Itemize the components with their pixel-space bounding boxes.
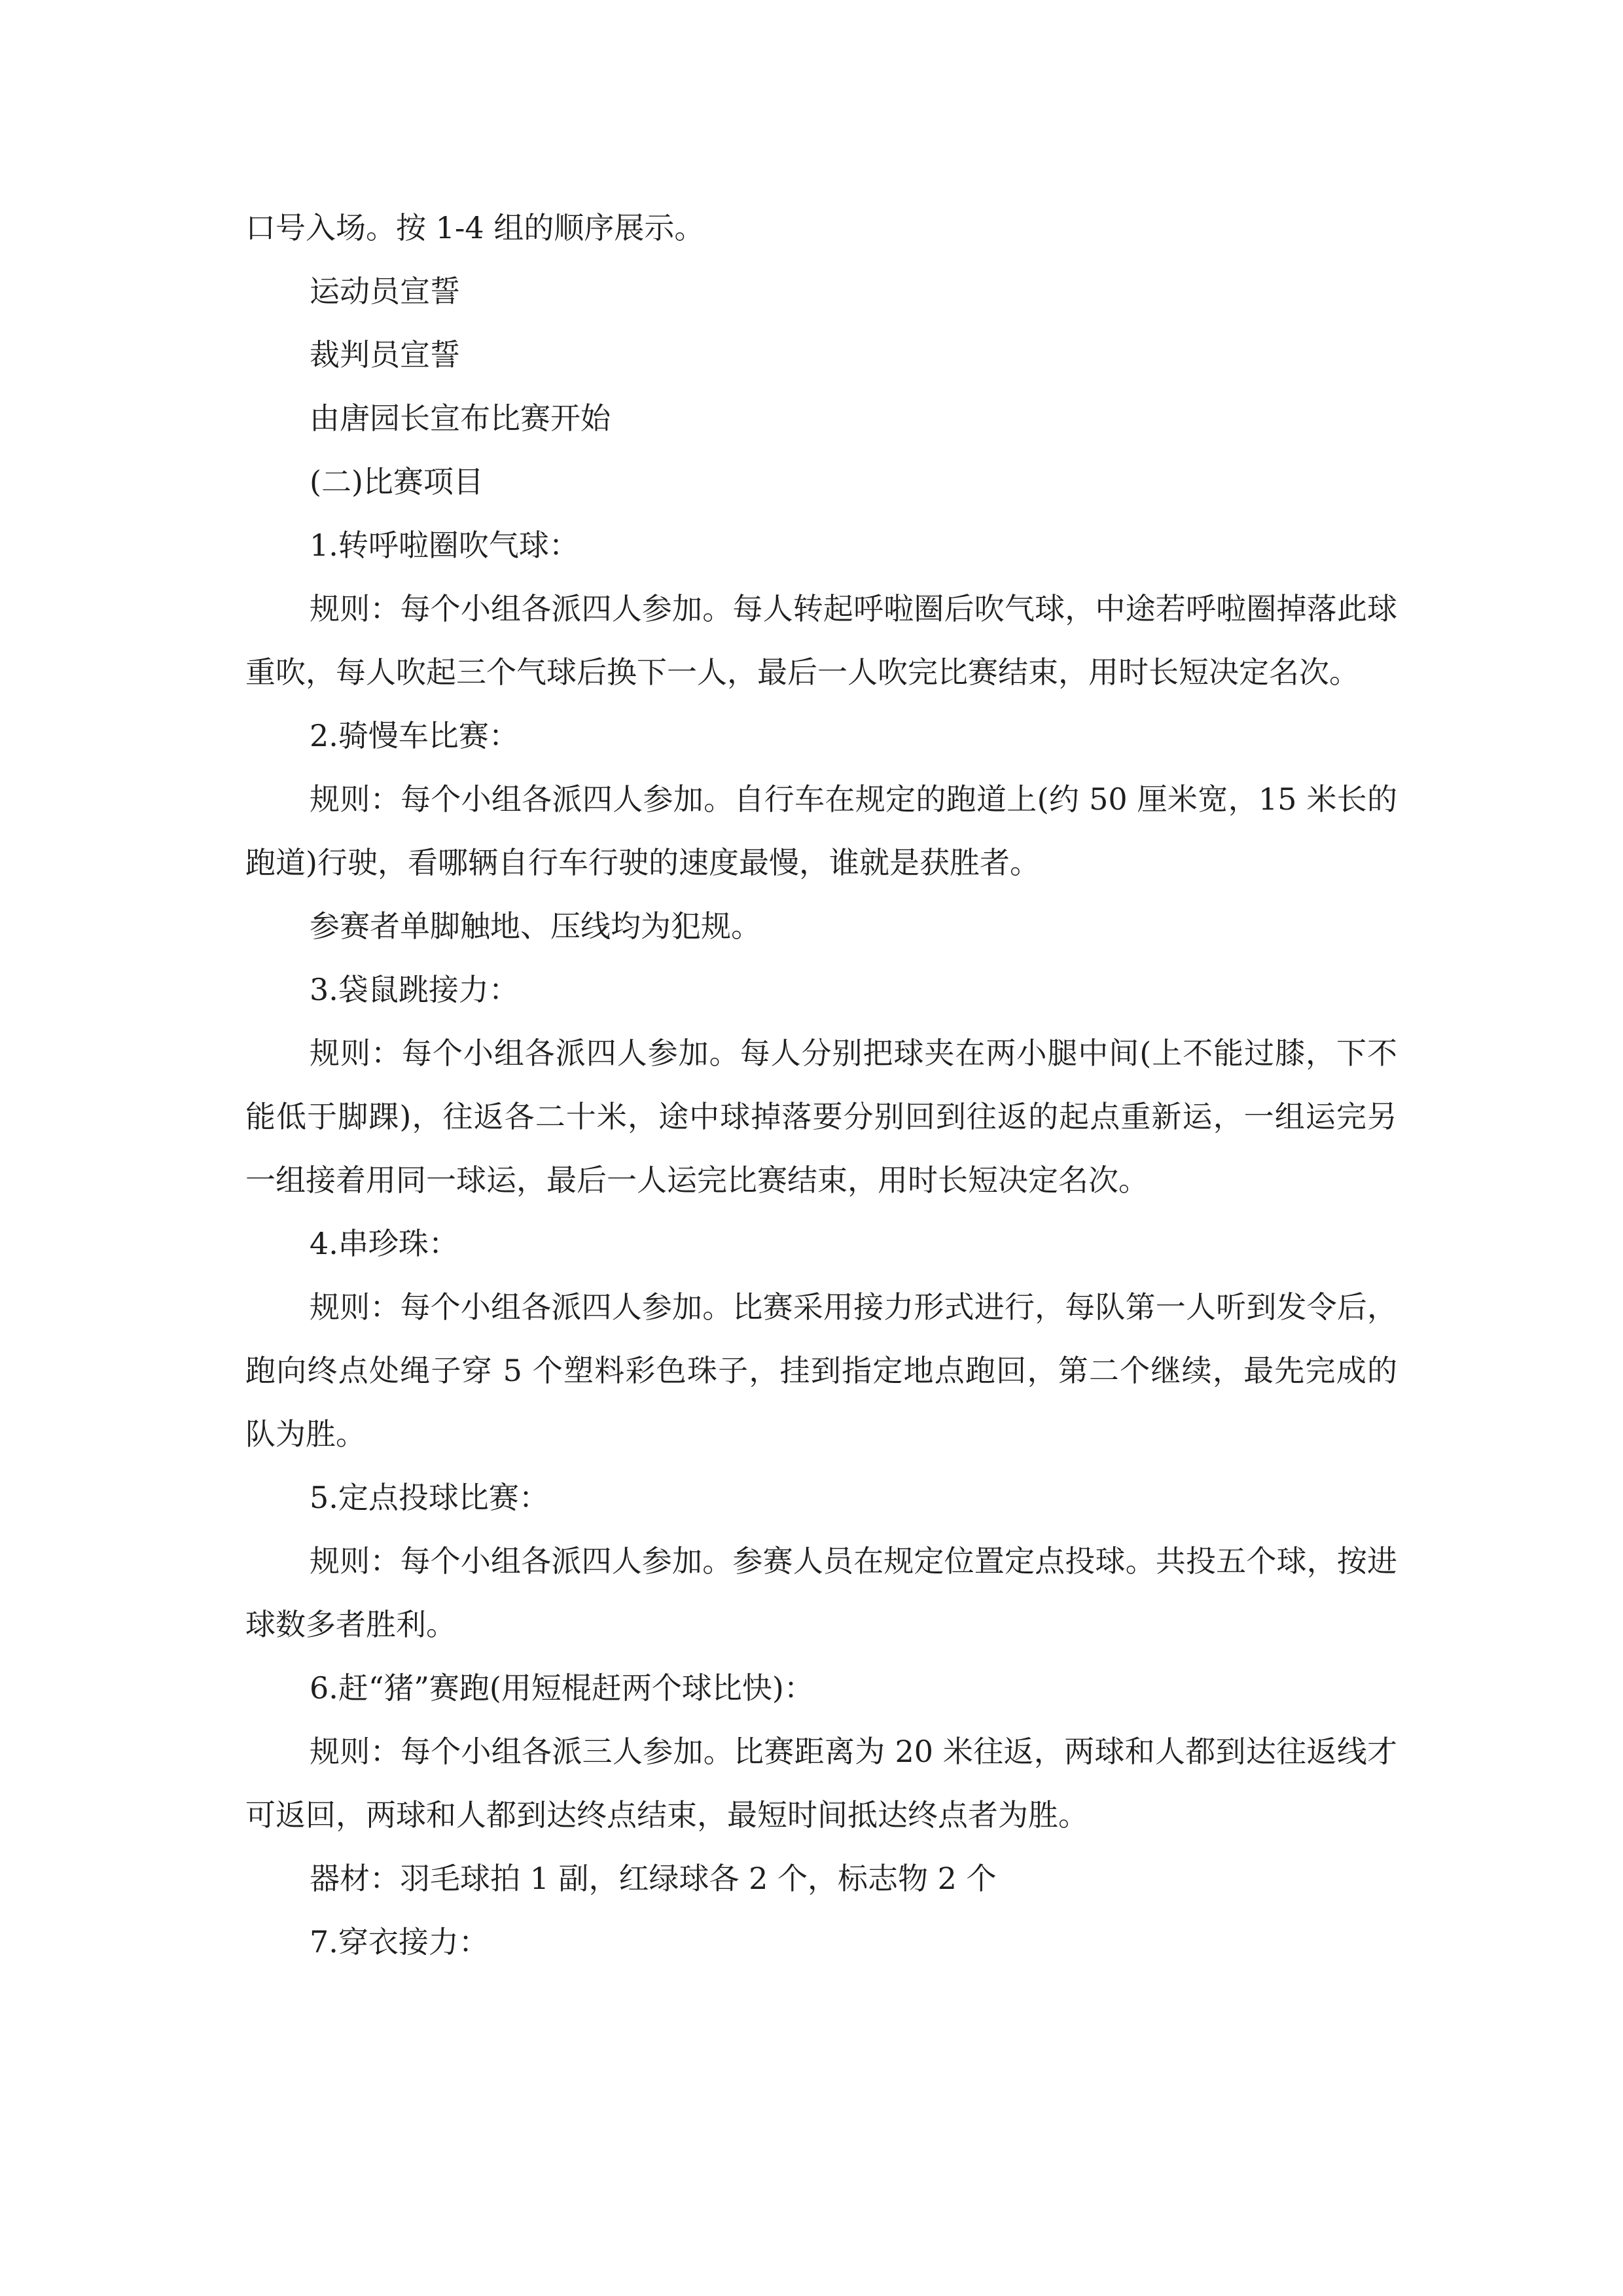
event-6-equipment: 器材：羽毛球拍 1 副，红绿球各 2 个，标志物 2 个 xyxy=(310,1861,997,1896)
event-2-foul: 参赛者单脚触地、压线均为犯规。 xyxy=(310,908,761,944)
event-6-title: 6.赶“猪”赛跑(用短棍赶两个球比快)： xyxy=(310,1670,814,1706)
paragraph-entry-line: 口号入场。按 1-4 组的顺序展示。 xyxy=(245,210,705,245)
event-7-title: 7.穿衣接力： xyxy=(310,1924,489,1960)
event-1-rules: 规则：每个小组各派四人参加。每人转起呼啦圈后吹气球，中途若呼啦圈掉落此球重吹，每人吹起三个气球后换下一人，最后一人吹完比赛结束，用时长短决定名次。 xyxy=(245,591,1397,690)
event-5-title: 5.定点投球比赛： xyxy=(310,1480,549,1515)
event-1-title: 1.转呼啦圈吹气球： xyxy=(310,528,579,563)
document-body xyxy=(245,196,1397,1974)
paragraph-referee-oath: 裁判员宣誓 xyxy=(310,337,460,372)
paragraph-start-announcement: 由唐园长宣布比赛开始 xyxy=(310,401,611,436)
event-2-title: 2.骑慢车比赛： xyxy=(310,718,519,753)
event-4-rules: 规则：每个小组各派四人参加。比赛采用接力形式进行，每队第一人听到发令后，跑向终点处绳子穿 5 个塑料彩色珠子，挂到指定地点跑回，第二个继续，最先完成的队为胜。 xyxy=(245,1289,1397,1452)
event-4-title: 4.串珍珠： xyxy=(310,1226,459,1261)
event-6-rules: 规则：每个小组各派三人参加。比赛距离为 20 米往返，两球和人都到达往返线才可返回，两球和人都到达终点结束，最短时间抵达终点者为胜。 xyxy=(245,1734,1397,1833)
event-3-title: 3.袋鼠跳接力： xyxy=(310,972,519,1007)
event-3-rules: 规则：每个小组各派四人参加。每人分别把球夹在两小腿中间(上不能过膝，下不能低于脚踝)，往返各二十米，途中球掉落要分别回到往返的起点重新运，一组运完另一组接着用同一球运，最后一人运完比赛结束，用时长短决定名次。 xyxy=(245,1035,1397,1198)
section-heading: (二)比赛项目 xyxy=(310,464,484,499)
event-2-rules: 规则：每个小组各派四人参加。自行车在规定的跑道上(约 50 厘米宽，15 米长的跑道)行驶，看哪辆自行车行驶的速度最慢，谁就是获胜者。 xyxy=(245,781,1397,880)
event-5-rules: 规则：每个小组各派四人参加。参赛人员在规定位置定点投球。共投五个球，按进球数多者胜利。 xyxy=(245,1543,1397,1642)
paragraph-athlete-oath: 运动员宣誓 xyxy=(310,274,460,309)
